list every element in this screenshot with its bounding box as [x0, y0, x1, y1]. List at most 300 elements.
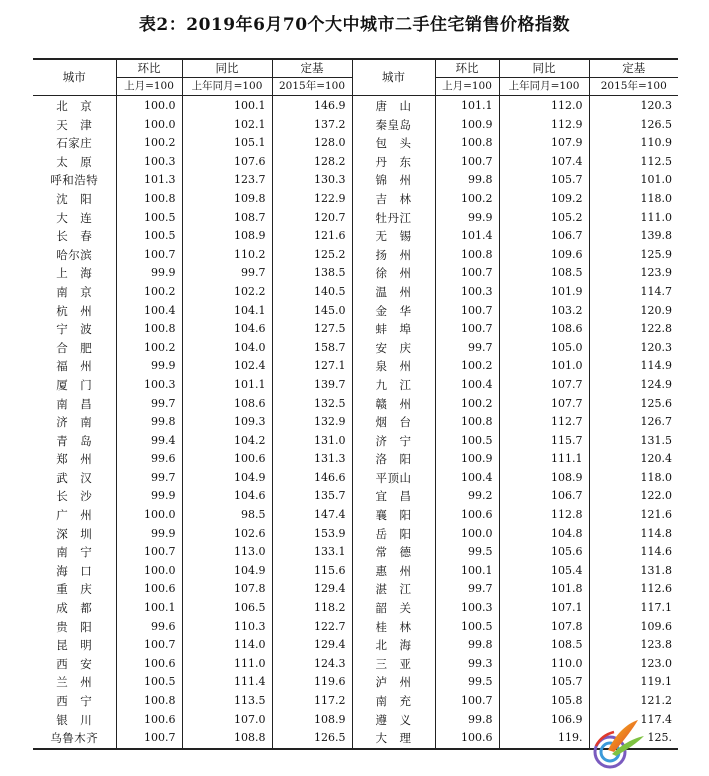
right-mom-cell: 100.7 — [435, 153, 499, 172]
right-city-cell: 扬 州 — [352, 246, 435, 265]
right-yoy-cell: 112.9 — [499, 116, 589, 135]
table-row — [33, 320, 678, 339]
right-yoy-cell: 103.2 — [499, 302, 589, 321]
right-base-cell: 114.6 — [589, 543, 678, 562]
right-base-cell: 123.8 — [589, 636, 678, 655]
left-yoy-cell: 104.9 — [182, 469, 272, 488]
left-mom-cell: 100.5 — [116, 227, 182, 246]
table-row — [33, 376, 678, 395]
table-row — [33, 487, 678, 506]
left-yoy-cell: 113.0 — [182, 543, 272, 562]
right-city-cell: 平顶山 — [352, 469, 435, 488]
right-mom-cell: 100.2 — [435, 395, 499, 414]
left-base-cell: 132.5 — [272, 395, 352, 414]
right-yoy-cell: 107.8 — [499, 618, 589, 637]
mom-header-left: 环比 — [116, 59, 182, 78]
right-base-cell: 118.0 — [589, 190, 678, 209]
base-subheader-right: 2015年=100 — [589, 78, 678, 96]
right-mom-cell: 100.8 — [435, 246, 499, 265]
left-city-cell: 广 州 — [56, 508, 93, 523]
left-base-cell: 119.6 — [272, 673, 352, 692]
yoy-header-left: 同比 — [182, 59, 272, 78]
left-city-cell: 合 肥 — [56, 340, 93, 355]
right-yoy-cell: 105.8 — [499, 692, 589, 711]
left-mom-cell: 99.9 — [116, 487, 182, 506]
right-mom-cell: 101.4 — [435, 227, 499, 246]
left-base-cell: 132.9 — [272, 413, 352, 432]
left-city-cell: 北 京 — [56, 99, 93, 113]
left-yoy-cell: 102.4 — [182, 357, 272, 376]
right-base-cell: 119.1 — [589, 673, 678, 692]
right-mom-cell: 99.7 — [435, 580, 499, 599]
left-city-cell: 长 沙 — [56, 489, 93, 504]
right-base-cell: 109.6 — [589, 618, 678, 637]
right-mom-cell: 100.9 — [435, 450, 499, 469]
right-base-cell: 120.3 — [589, 339, 678, 358]
left-mom-cell: 100.0 — [116, 116, 182, 135]
right-mom-cell: 100.7 — [435, 302, 499, 321]
left-base-cell: 138.5 — [272, 264, 352, 283]
table-row — [33, 227, 678, 246]
base-header-right: 定基 — [589, 59, 678, 78]
right-city-cell: 岳 阳 — [352, 525, 435, 544]
right-mom-cell: 99.7 — [435, 339, 499, 358]
left-mom-cell: 100.1 — [116, 599, 182, 618]
mom-subheader-left: 上月=100 — [116, 78, 182, 96]
yoy-subheader-left: 上年同月=100 — [182, 78, 272, 96]
left-yoy-cell: 102.6 — [182, 525, 272, 544]
left-city-cell: 郑 州 — [56, 452, 93, 467]
table-body — [33, 96, 678, 749]
left-yoy-cell: 104.2 — [182, 432, 272, 451]
left-yoy-cell: 109.3 — [182, 413, 272, 432]
right-mom-cell: 99.8 — [435, 636, 499, 655]
right-city-cell: 宜 昌 — [352, 487, 435, 506]
right-city-cell: 遵 义 — [352, 711, 435, 730]
left-base-cell: 120.7 — [272, 209, 352, 228]
left-city-cell: 南 京 — [56, 284, 93, 299]
table-row — [33, 395, 678, 414]
left-base-cell: 122.7 — [272, 618, 352, 637]
right-mom-cell: 100.1 — [435, 562, 499, 581]
right-yoy-cell: 104.8 — [499, 525, 589, 544]
right-mom-cell: 100.5 — [435, 618, 499, 637]
right-yoy-cell: 110.0 — [499, 655, 589, 674]
base-header-left: 定基 — [272, 59, 352, 78]
right-yoy-cell: 101.9 — [499, 283, 589, 302]
left-base-cell: 140.5 — [272, 283, 352, 302]
right-city-cell: 洛 阳 — [352, 450, 435, 469]
right-city-cell: 赣 州 — [352, 395, 435, 414]
right-yoy-cell: 115.7 — [499, 432, 589, 451]
left-mom-cell: 100.0 — [116, 506, 182, 525]
left-yoy-cell: 113.5 — [182, 692, 272, 711]
right-yoy-cell: 101.0 — [499, 357, 589, 376]
left-city-cell: 石家庄 — [56, 136, 93, 151]
left-base-cell: 133.1 — [272, 543, 352, 562]
table-row — [33, 302, 678, 321]
table-row — [33, 543, 678, 562]
left-mom-cell: 100.7 — [116, 543, 182, 562]
left-yoy-cell: 107.0 — [182, 711, 272, 730]
right-base-cell: 112.5 — [589, 153, 678, 172]
right-yoy-cell: 105.6 — [499, 543, 589, 562]
left-base-cell: 124.3 — [272, 655, 352, 674]
table-row — [33, 171, 678, 190]
left-base-cell: 146.6 — [272, 469, 352, 488]
left-city-cell: 贵 阳 — [56, 619, 93, 634]
right-base-cell: 114.9 — [589, 357, 678, 376]
left-mom-cell: 100.6 — [116, 580, 182, 599]
left-yoy-cell: 104.9 — [182, 562, 272, 581]
left-city-cell: 太 原 — [56, 154, 93, 169]
right-mom-cell: 100.3 — [435, 283, 499, 302]
right-city-cell: 北 海 — [352, 636, 435, 655]
left-city-cell: 海 口 — [56, 563, 93, 578]
right-yoy-cell: 108.5 — [499, 264, 589, 283]
table-row — [33, 153, 678, 172]
table-title: 表2：2019年6月70个大中城市二手住宅销售价格指数 — [138, 15, 571, 35]
left-yoy-cell: 111.0 — [182, 655, 272, 674]
right-base-cell: 122.0 — [589, 487, 678, 506]
left-mom-cell: 100.8 — [116, 692, 182, 711]
left-city-cell: 哈尔滨 — [56, 247, 93, 262]
right-city-cell: 惠 州 — [352, 562, 435, 581]
right-base-cell: 114.8 — [589, 525, 678, 544]
right-mom-cell: 100.3 — [435, 599, 499, 618]
left-mom-cell: 100.3 — [116, 376, 182, 395]
left-city-cell: 福 州 — [56, 359, 93, 374]
right-city-cell: 济 宁 — [352, 432, 435, 451]
table-row — [33, 339, 678, 358]
left-yoy-cell: 104.0 — [182, 339, 272, 358]
left-city-cell: 成 都 — [56, 601, 93, 616]
left-mom-cell: 99.7 — [116, 395, 182, 414]
table-row — [33, 562, 678, 581]
left-yoy-cell: 111.4 — [182, 673, 272, 692]
right-yoy-cell: 107.7 — [499, 376, 589, 395]
right-city-cell: 蚌 埠 — [352, 320, 435, 339]
left-base-cell: 108.9 — [272, 711, 352, 730]
table-row — [33, 357, 678, 376]
right-yoy-cell: 107.4 — [499, 153, 589, 172]
right-yoy-cell: 106.7 — [499, 227, 589, 246]
right-base-cell: 123.0 — [589, 655, 678, 674]
left-base-cell: 147.4 — [272, 506, 352, 525]
table-row — [33, 692, 678, 711]
right-mom-cell: 100.8 — [435, 413, 499, 432]
right-base-cell: 112.6 — [589, 580, 678, 599]
left-yoy-cell: 108.7 — [182, 209, 272, 228]
left-mom-cell: 100.7 — [116, 729, 182, 749]
left-base-cell: 137.2 — [272, 116, 352, 135]
left-mom-cell: 100.4 — [116, 302, 182, 321]
left-city-cell: 天 津 — [56, 117, 93, 132]
right-yoy-cell: 112.7 — [499, 413, 589, 432]
right-yoy-cell: 105.4 — [499, 562, 589, 581]
left-base-cell: 128.0 — [272, 134, 352, 153]
table-row — [33, 134, 678, 153]
right-base-cell: 111.0 — [589, 209, 678, 228]
right-mom-cell: 99.9 — [435, 209, 499, 228]
left-mom-cell: 99.7 — [116, 469, 182, 488]
table-row — [33, 673, 678, 692]
table-row — [33, 209, 678, 228]
site-logo-icon — [588, 716, 672, 772]
left-yoy-cell: 104.6 — [182, 487, 272, 506]
right-base-cell: 120.9 — [589, 302, 678, 321]
mom-header-right: 环比 — [435, 59, 499, 78]
left-yoy-cell: 108.8 — [182, 729, 272, 749]
left-yoy-cell: 104.1 — [182, 302, 272, 321]
right-base-cell: 139.8 — [589, 227, 678, 246]
right-mom-cell: 100.4 — [435, 469, 499, 488]
table-row — [33, 506, 678, 525]
left-city-cell: 深 圳 — [56, 526, 93, 541]
left-city-cell: 西 安 — [56, 656, 93, 671]
right-city-cell: 无 锡 — [352, 227, 435, 246]
right-yoy-cell: 105.7 — [499, 673, 589, 692]
right-city-cell: 秦皇岛 — [352, 116, 435, 135]
right-mom-cell: 100.2 — [435, 190, 499, 209]
table-row — [33, 96, 678, 116]
left-yoy-cell: 108.6 — [182, 395, 272, 414]
right-mom-cell: 99.8 — [435, 171, 499, 190]
right-base-cell: 125.9 — [589, 246, 678, 265]
city-header-left: 城市 — [33, 59, 116, 96]
left-mom-cell: 99.9 — [116, 264, 182, 283]
right-city-cell: 安 庆 — [352, 339, 435, 358]
right-yoy-cell: 106.7 — [499, 487, 589, 506]
right-mom-cell: 100.2 — [435, 357, 499, 376]
city-header-right: 城市 — [352, 59, 435, 96]
table-row — [33, 413, 678, 432]
table-row — [33, 599, 678, 618]
left-mom-cell: 100.2 — [116, 339, 182, 358]
right-yoy-cell: 107.9 — [499, 134, 589, 153]
left-base-cell: 158.7 — [272, 339, 352, 358]
left-mom-cell: 100.6 — [116, 655, 182, 674]
left-base-cell: 121.6 — [272, 227, 352, 246]
yoy-header-right: 同比 — [499, 59, 589, 78]
right-city-cell: 韶 关 — [352, 599, 435, 618]
left-city-cell: 长 春 — [56, 229, 93, 244]
right-base-cell: 121.6 — [589, 506, 678, 525]
left-city-cell: 乌鲁木齐 — [50, 731, 99, 746]
right-yoy-cell: 119. — [499, 729, 589, 749]
right-base-cell: 120.3 — [589, 96, 678, 116]
left-yoy-cell: 99.7 — [182, 264, 272, 283]
left-base-cell: 153.9 — [272, 525, 352, 544]
left-base-cell: 126.5 — [272, 729, 352, 749]
right-mom-cell: 99.5 — [435, 543, 499, 562]
left-city-cell: 南 宁 — [56, 545, 93, 560]
left-yoy-cell: 107.6 — [182, 153, 272, 172]
right-mom-cell: 99.8 — [435, 711, 499, 730]
right-yoy-cell: 108.5 — [499, 636, 589, 655]
right-yoy-cell: 101.8 — [499, 580, 589, 599]
left-mom-cell: 99.9 — [116, 525, 182, 544]
table-row — [33, 432, 678, 451]
right-mom-cell: 100.7 — [435, 320, 499, 339]
right-mom-cell: 100.4 — [435, 376, 499, 395]
left-city-cell: 银 川 — [56, 712, 93, 727]
right-city-cell: 锦 州 — [352, 171, 435, 190]
right-city-cell: 湛 江 — [352, 580, 435, 599]
right-base-cell: 101.0 — [589, 171, 678, 190]
left-base-cell: 130.3 — [272, 171, 352, 190]
right-city-cell: 泉 州 — [352, 357, 435, 376]
left-yoy-cell: 102.1 — [182, 116, 272, 135]
left-yoy-cell: 100.1 — [182, 96, 272, 116]
left-city-cell: 西 宁 — [56, 694, 93, 708]
left-mom-cell: 99.6 — [116, 450, 182, 469]
left-mom-cell: 99.8 — [116, 413, 182, 432]
right-yoy-cell: 105.7 — [499, 171, 589, 190]
table-row — [33, 283, 678, 302]
right-yoy-cell: 106.9 — [499, 711, 589, 730]
right-mom-cell: 100.7 — [435, 692, 499, 711]
left-city-cell: 沈 阳 — [56, 191, 93, 206]
left-city-cell: 杭 州 — [56, 303, 93, 318]
table-row — [33, 655, 678, 674]
right-city-cell: 牡丹江 — [352, 209, 435, 228]
left-city-cell: 昆 明 — [56, 638, 93, 653]
right-base-cell: 114.7 — [589, 283, 678, 302]
left-base-cell: 139.7 — [272, 376, 352, 395]
left-base-cell: 146.9 — [272, 96, 352, 116]
right-base-cell: 126.7 — [589, 413, 678, 432]
right-yoy-cell: 109.2 — [499, 190, 589, 209]
left-yoy-cell: 105.1 — [182, 134, 272, 153]
left-mom-cell: 101.3 — [116, 171, 182, 190]
left-mom-cell: 100.6 — [116, 711, 182, 730]
left-yoy-cell: 123.7 — [182, 171, 272, 190]
left-yoy-cell: 101.1 — [182, 376, 272, 395]
right-mom-cell: 100.6 — [435, 506, 499, 525]
right-base-cell: 131.5 — [589, 432, 678, 451]
right-mom-cell: 100.0 — [435, 525, 499, 544]
table-row — [33, 190, 678, 209]
left-mom-cell: 99.4 — [116, 432, 182, 451]
left-base-cell: 125.2 — [272, 246, 352, 265]
right-mom-cell: 101.1 — [435, 96, 499, 116]
right-yoy-cell: 111.1 — [499, 450, 589, 469]
left-yoy-cell: 106.5 — [182, 599, 272, 618]
left-base-cell: 129.4 — [272, 580, 352, 599]
right-city-cell: 吉 林 — [352, 190, 435, 209]
table-row — [33, 729, 678, 749]
right-city-cell: 襄 阳 — [352, 506, 435, 525]
right-city-cell: 九 江 — [352, 376, 435, 395]
table-row — [33, 264, 678, 283]
right-mom-cell: 100.8 — [435, 134, 499, 153]
table-row — [33, 525, 678, 544]
left-yoy-cell: 108.9 — [182, 227, 272, 246]
left-yoy-cell: 104.6 — [182, 320, 272, 339]
left-yoy-cell: 100.6 — [182, 450, 272, 469]
left-city-cell: 武 汉 — [56, 470, 93, 485]
right-city-cell: 三 亚 — [352, 655, 435, 674]
right-base-cell: 123.9 — [589, 264, 678, 283]
table-row — [33, 618, 678, 637]
left-base-cell: 135.7 — [272, 487, 352, 506]
left-mom-cell: 100.8 — [116, 190, 182, 209]
left-city-cell: 兰 州 — [56, 675, 93, 690]
left-base-cell: 131.3 — [272, 450, 352, 469]
right-mom-cell: 100.9 — [435, 116, 499, 135]
right-city-cell: 徐 州 — [352, 264, 435, 283]
table-row — [33, 450, 678, 469]
left-base-cell: 145.0 — [272, 302, 352, 321]
left-mom-cell: 100.0 — [116, 562, 182, 581]
right-city-cell: 桂 林 — [352, 618, 435, 637]
right-yoy-cell: 112.0 — [499, 96, 589, 116]
left-yoy-cell: 110.3 — [182, 618, 272, 637]
left-mom-cell: 100.0 — [116, 96, 182, 116]
left-mom-cell: 100.2 — [116, 283, 182, 302]
right-yoy-cell: 109.6 — [499, 246, 589, 265]
left-mom-cell: 99.6 — [116, 618, 182, 637]
base-subheader-left: 2015年=100 — [272, 78, 352, 96]
left-city-cell: 呼和浩特 — [50, 173, 99, 188]
right-city-cell: 大 理 — [352, 729, 435, 749]
right-city-cell: 唐 山 — [352, 96, 435, 116]
right-yoy-cell: 105.2 — [499, 209, 589, 228]
left-base-cell: 122.9 — [272, 190, 352, 209]
right-mom-cell: 100.6 — [435, 729, 499, 749]
left-yoy-cell: 114.0 — [182, 636, 272, 655]
right-city-cell: 包 头 — [352, 134, 435, 153]
yoy-subheader-right: 上年同月=100 — [499, 78, 589, 96]
left-base-cell: 127.1 — [272, 357, 352, 376]
left-base-cell: 118.2 — [272, 599, 352, 618]
right-city-cell: 烟 台 — [352, 413, 435, 432]
left-yoy-cell: 102.2 — [182, 283, 272, 302]
left-yoy-cell: 110.2 — [182, 246, 272, 265]
left-base-cell: 127.5 — [272, 320, 352, 339]
right-mom-cell: 100.7 — [435, 264, 499, 283]
right-mom-cell: 100.5 — [435, 432, 499, 451]
right-yoy-cell: 105.0 — [499, 339, 589, 358]
left-base-cell: 128.2 — [272, 153, 352, 172]
left-mom-cell: 100.8 — [116, 320, 182, 339]
right-base-cell: 122.8 — [589, 320, 678, 339]
right-base-cell: 117.4 — [589, 711, 678, 730]
right-base-cell: 120.4 — [589, 450, 678, 469]
left-city-cell: 济 南 — [56, 415, 93, 430]
left-mom-cell: 100.2 — [116, 134, 182, 153]
left-base-cell: 115.6 — [272, 562, 352, 581]
left-base-cell: 131.0 — [272, 432, 352, 451]
right-base-cell: 110.9 — [589, 134, 678, 153]
right-base-cell: 118.0 — [589, 469, 678, 488]
right-city-cell: 常 德 — [352, 543, 435, 562]
table-row — [33, 116, 678, 135]
right-base-cell: 121.2 — [589, 692, 678, 711]
left-mom-cell: 100.7 — [116, 636, 182, 655]
right-city-cell: 金 华 — [352, 302, 435, 321]
left-city-cell: 青 岛 — [56, 433, 93, 448]
left-base-cell: 129.4 — [272, 636, 352, 655]
left-mom-cell: 100.3 — [116, 153, 182, 172]
right-base-cell: 117.1 — [589, 599, 678, 618]
right-yoy-cell: 108.6 — [499, 320, 589, 339]
right-city-cell: 温 州 — [352, 283, 435, 302]
left-city-cell: 大 连 — [56, 210, 93, 225]
left-city-cell: 宁 波 — [56, 322, 93, 337]
right-base-cell: 125. — [589, 729, 678, 749]
